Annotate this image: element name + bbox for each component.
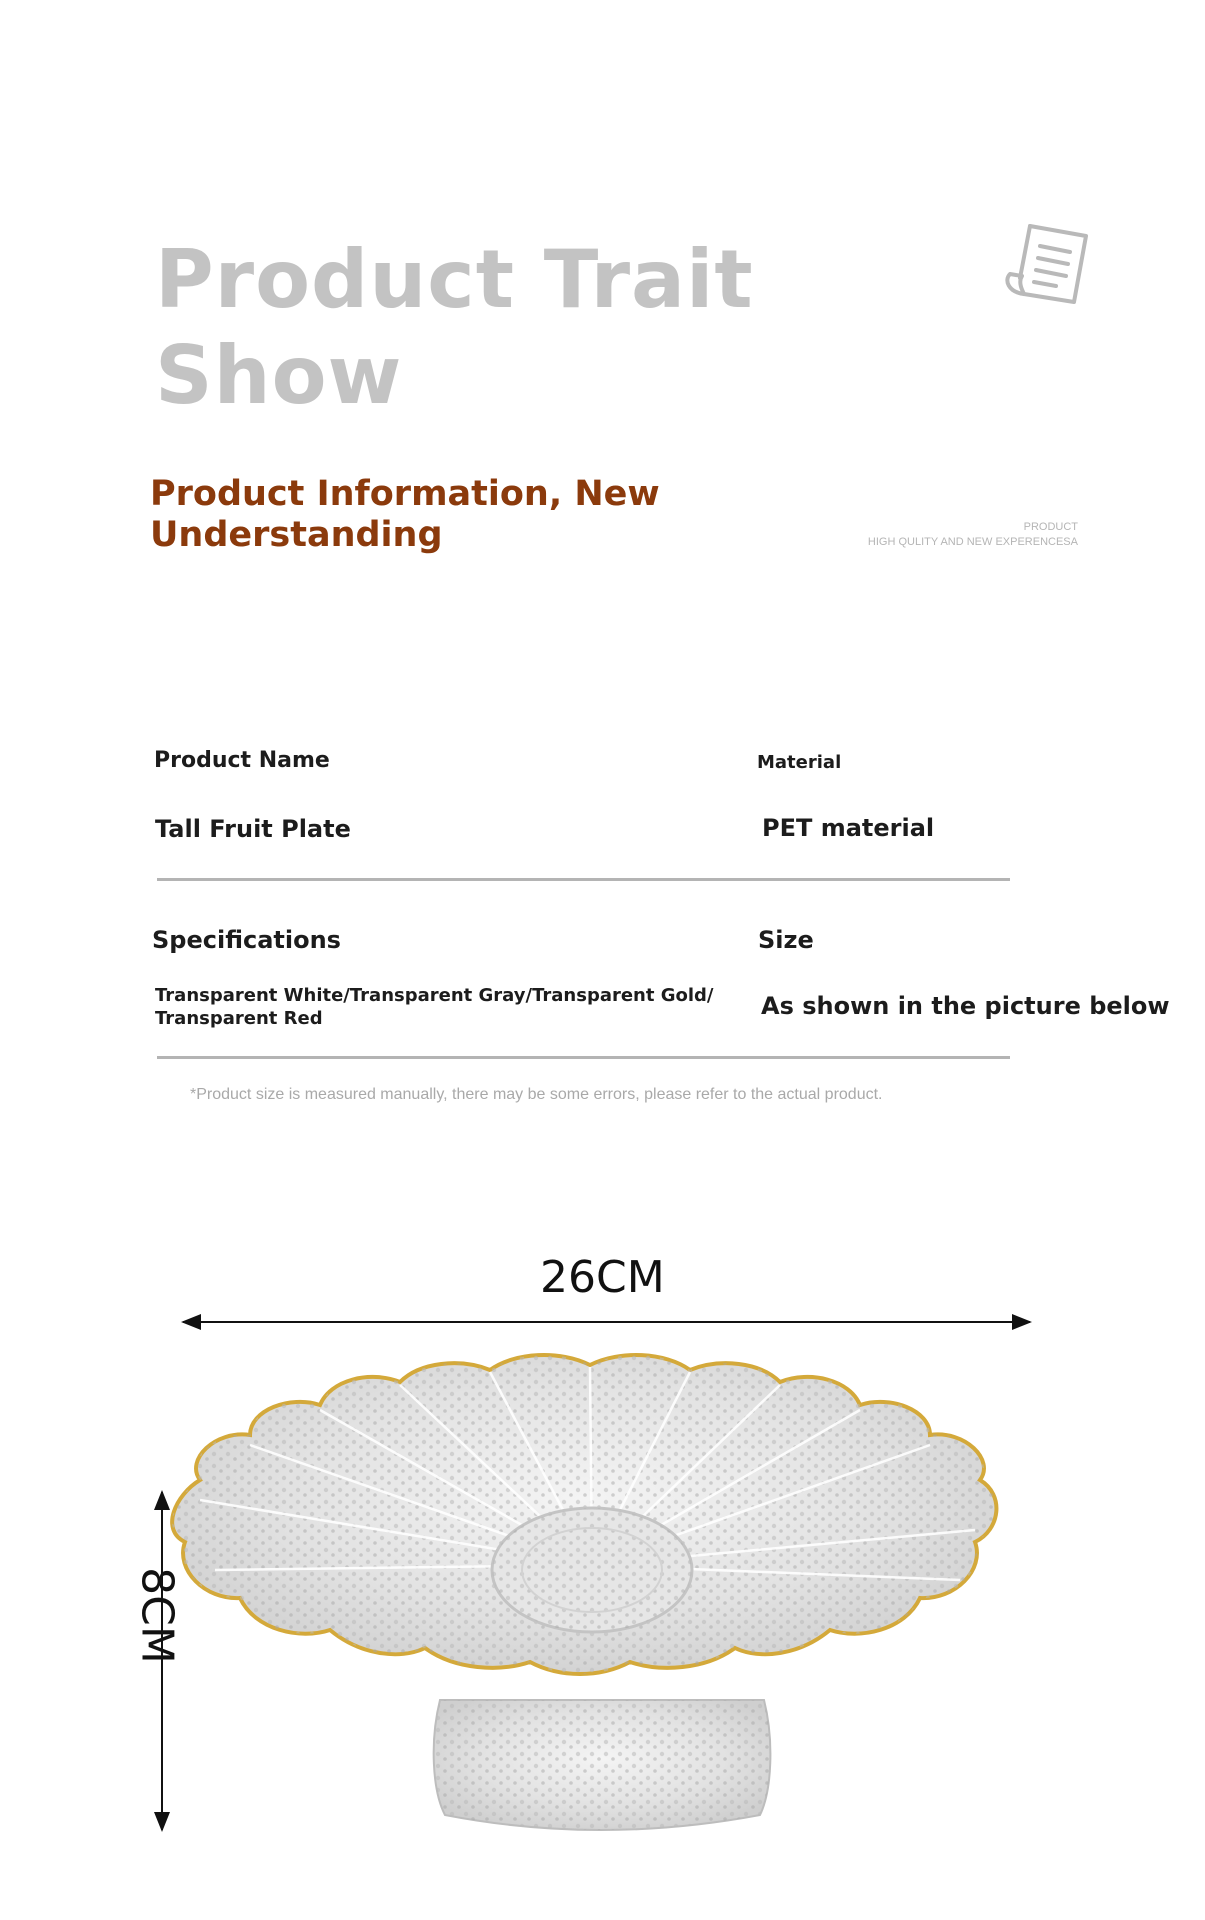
size-value: As shown in the picture below xyxy=(761,992,1170,1020)
subtitle-line1: Product Information, New xyxy=(150,474,660,514)
divider-1 xyxy=(157,878,1010,881)
plate-bowl xyxy=(172,1355,996,1674)
plate-illustration xyxy=(0,1270,1205,1840)
specifications-value xyxy=(155,984,714,1030)
specifications-label: Specifications xyxy=(152,926,341,954)
divider-2 xyxy=(157,1056,1010,1059)
hero-title-line1: Product Trait xyxy=(155,233,754,326)
section-subtitle xyxy=(150,474,710,556)
material-value: PET material xyxy=(762,814,935,842)
specifications-value-line1: Transparent White/Transparent Gray/Transparent Gold/ xyxy=(155,985,714,1006)
size-label: Size xyxy=(758,926,814,954)
measurement-note: *Product size is measured manually, there may be some errors, please refer to the actual product. xyxy=(190,1086,883,1103)
width-dimension-label: 26CM xyxy=(540,1252,665,1303)
tag-line1: PRODUCT xyxy=(1023,521,1078,533)
specifications-value-line2: Transparent Red xyxy=(155,1008,323,1029)
tag-line2: HIGH QULITY AND NEW EXPERENCESA xyxy=(867,536,1078,548)
height-dimension-label: 8CM xyxy=(131,1567,183,1664)
hero-title-line2: Show xyxy=(155,329,403,422)
product-name-label: Product Name xyxy=(154,748,330,773)
hero-title xyxy=(155,232,855,424)
product-name-value: Tall Fruit Plate xyxy=(155,815,351,843)
material-label: Material xyxy=(757,752,842,773)
document-icon xyxy=(1000,222,1090,308)
subtitle-line2: Understanding xyxy=(150,515,443,555)
product-tag xyxy=(868,520,1078,550)
